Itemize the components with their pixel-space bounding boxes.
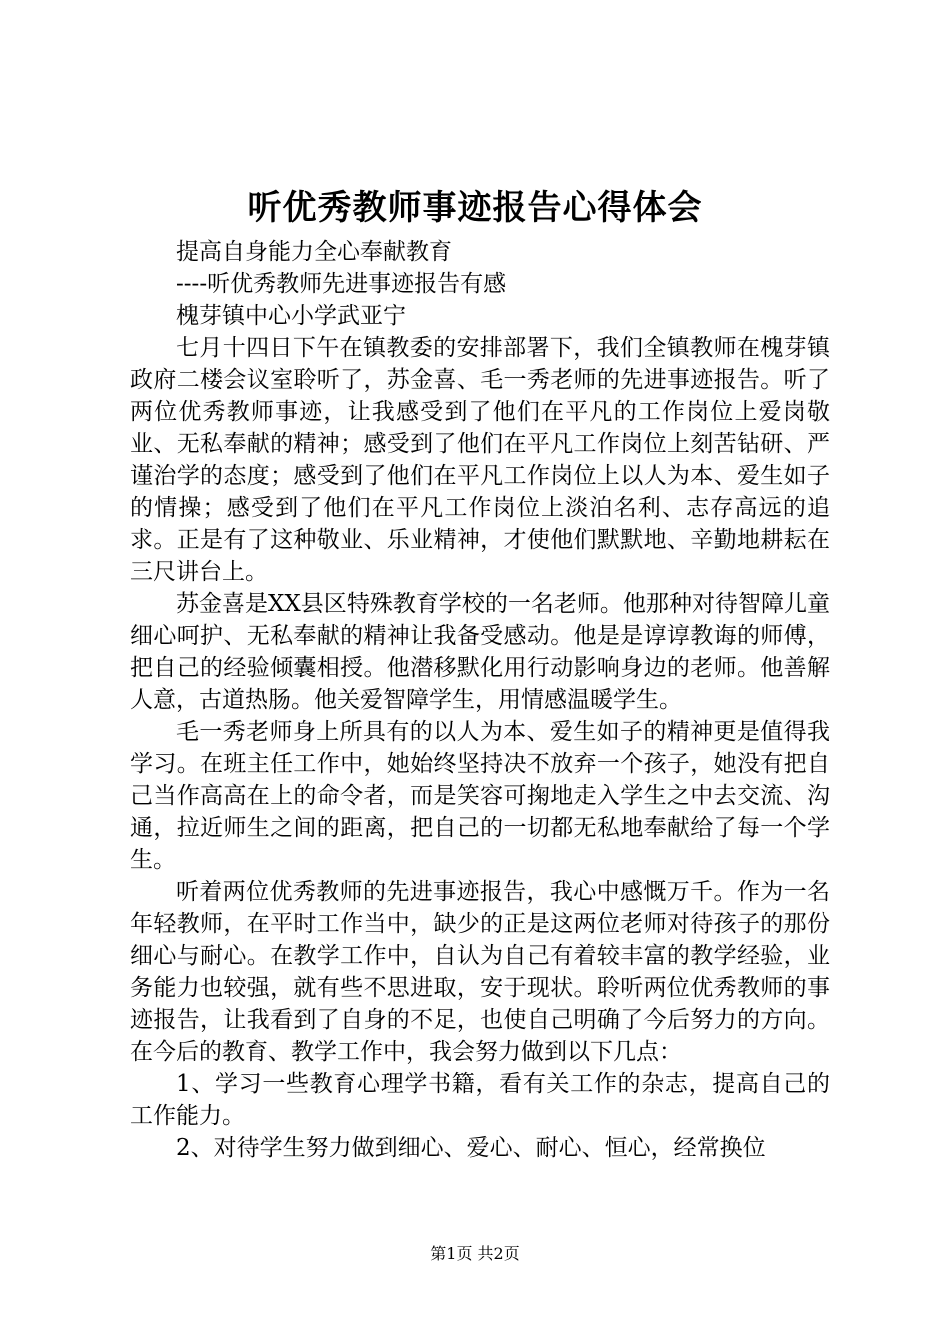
list-item: 1、学习一些教育心理学书籍，看有关工作的杂志，提高自己的工作能力。: [130, 1071, 830, 1129]
paragraph: 听着两位优秀教师的先进事迹报告，我心中感慨万千。作为一名年轻教师，在平时工作当中，缺少的正是这两位老师对待孩子的那份细心与耐心。在教学工作中，自认为自己有着较丰富的教学经验，业务能力也较强，就有些不思进取，安于现状。聆听两位优秀教师的事迹报告，让我看到了自身的不足，也使自己明确了今后努力的方向。在今后的教育、教学工作中，我会努力做到以下几点：: [130, 879, 830, 1065]
subtitle-secondary: ----听优秀教师先进事迹报告有感: [176, 271, 507, 297]
author-line: 槐芽镇中心小学武亚宁: [176, 303, 406, 329]
document-body: [130, 236, 830, 1164]
document-title: 听优秀教师事迹报告心得体会: [247, 188, 703, 228]
page-footer: 第1页 共2页: [430, 1244, 520, 1263]
paragraph: 毛一秀老师身上所具有的以人为本、爱生如子的精神更是值得我学习。在班主任工作中，她始终坚持决不放弃一个孩子，她没有把自己当作高高在上的命令者，而是笑容可掬地走入学生之中去交流、沟通，拉近师生之间的距离，把自己的一切都无私地奉献给了每一个学生。: [130, 719, 830, 873]
paragraph: 七月十四日下午在镇教委的安排部署下，我们全镇教师在槐芽镇政府二楼会议室聆听了，苏金喜、毛一秀老师的先进事迹报告。听了两位优秀教师事迹，让我感受到了他们在平凡的工作岗位上爱岗敬业、无私奉献的精神；感受到了他们在平凡工作岗位上刻苦钻研、严谨治学的态度；感受到了他们在平凡工作岗位上以人为本、爱生如子的情操；感受到了他们在平凡工作岗位上淡泊名利、志存高远的追求。正是有了这种敬业、乐业精神，才使他们默默地、辛勤地耕耘在三尺讲台上。: [130, 335, 830, 585]
subtitle: 提高自身能力全心奉献教育: [176, 239, 452, 265]
list-item: 2、对待学生努力做到细心、爱心、耐心、恒心，经常换位: [176, 1135, 766, 1161]
paragraph: 苏金喜是XX县区特殊教育学校的一名老师。他那种对待智障儿童细心呵护、无私奉献的精神让我备受感动。他是是谆谆教诲的师傅，把自己的经验倾囊相授。他潜移默化用行动影响身边的老师。他善解人意，古道热肠。他关爱智障学生，用情感温暖学生。: [130, 591, 830, 713]
